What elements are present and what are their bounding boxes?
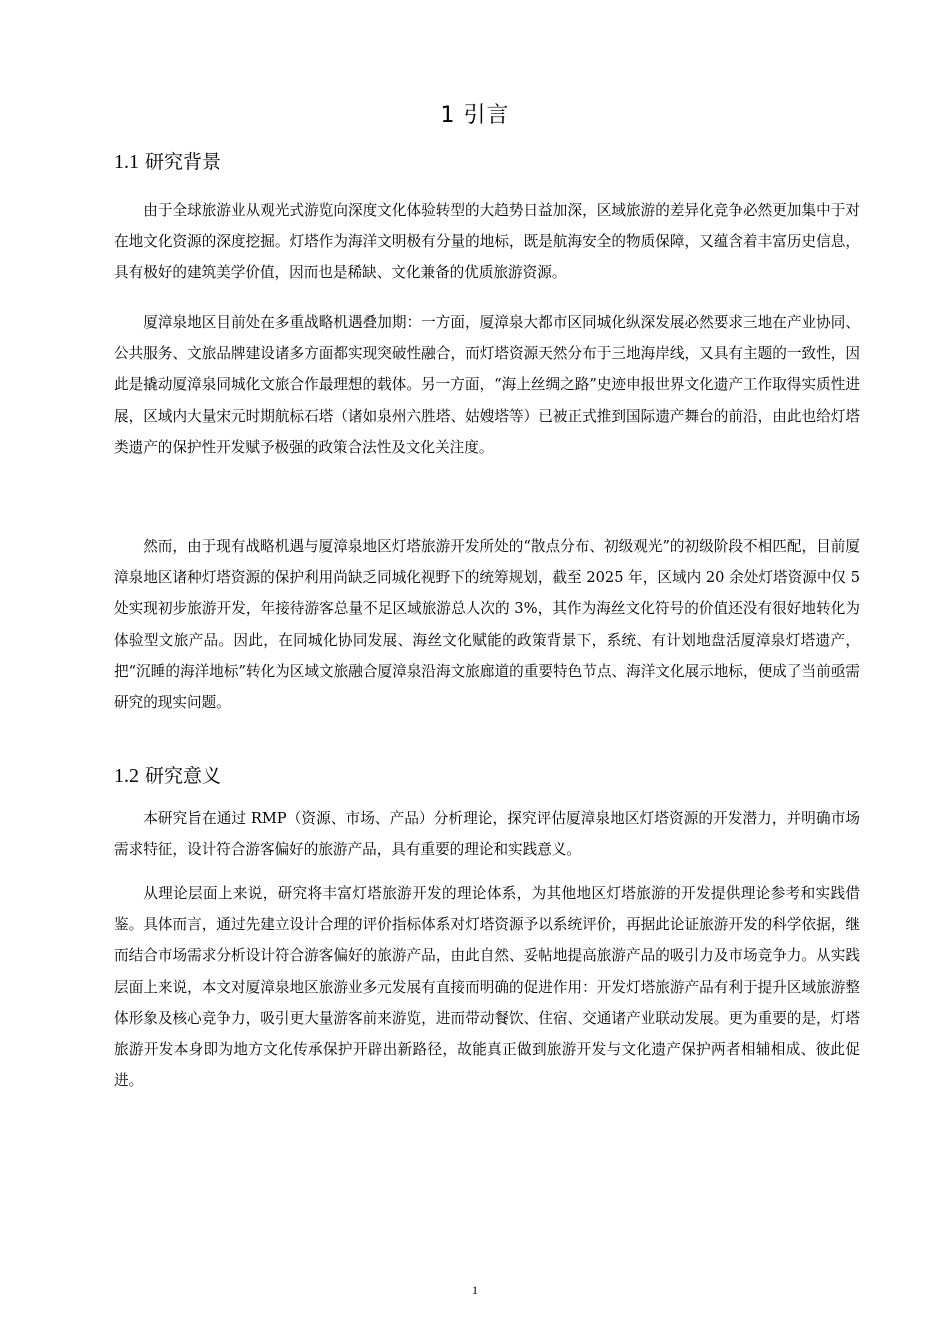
section-heading-1-2 <box>114 762 221 790</box>
section-title: 研究背景 <box>145 151 222 173</box>
section-number: 1.2 <box>114 765 139 787</box>
section-number: 1.1 <box>114 151 139 173</box>
paragraph: 从理论层面上来说，研究将丰富灯塔旅游开发的理论体系，为其他地区灯塔旅游的开发提供理论参考和实践借鉴。具体而言，通过先建立设计合理的评价指标体系对灯塔资源予以系统评价，再据此论证旅游开发的科学依据，继而结合市场需求分析设计符合游客偏好的旅游产品，由此自然、妥帖地提高旅游产品的吸引力及市场竞争力。从实践层面上来说，本文对厦漳泉地区旅游业多元发展有直接而明确的促进作用：开发灯塔旅游产品有利于提升区域旅游整体形象及核心竞争力，吸引更大量游客前来游览，进而带动餐饮、住宿、交通诸产业联动发展。更为重要的是，灯塔旅游开发本身即为地方文化传承保护开辟出新路径，故能真正做到旅游开发与文化遗产保护两者相辅相成、彼此促进。 <box>114 885 860 1090</box>
section-heading-1-1 <box>114 148 221 176</box>
section-title: 研究意义 <box>145 765 222 787</box>
paragraph: 本研究旨在通过 RMP（资源、市场、产品）分析理论，探究评估厦漳泉地区灯塔资源的开发潜力，并明确市场需求特征，设计符合游客偏好的旅游产品，具有重要的理论和实践意义。 <box>114 810 860 859</box>
chapter-title: 1 引言 <box>440 103 510 128</box>
paragraph: 厦漳泉地区目前处在多重战略机遇叠加期：一方面，厦漳泉大都市区同城化纵深发展必然要求三地在产业协同、公共服务、文旅品牌建设诸多方面都实现突破性融合，而灯塔资源天然分布于三地海岸线，又具有主题的一致性，因此是撬动厦漳泉同城化文旅合作最理想的载体。另一方面，“海上丝绸之路”史迹申报世界文化遗产工作取得实质性进展，区域内大量宋元时期航标石塔（诸如泉州六胜塔、姑嫂塔等）已被正式推到国际遗产舞台的前沿，由此也给灯塔类遗产的保护性开发赋予极强的政策合法性及文化关注度。 <box>114 314 860 456</box>
paragraph: 然而，由于现有战略机遇与厦漳泉地区灯塔旅游开发所处的“散点分布、初级观光”的初级阶段不相匹配，目前厦漳泉地区诸种灯塔资源的保护利用尚缺乏同城化视野下的统筹规划，截至 2025 年，区域内 20 余处灯塔资源中仅 5 处实现初步旅游开发，年接待游客总量不足区域旅游总人次的 3%，其作为海丝文化符号的价值还没有很好地转化为体验型文旅产品。因此，在同城化协同发展、海丝文化赋能的政策背景下，系统、有计划地盘活厦漳泉灯塔遗产，把“沉睡的海洋地标”转化为区域文旅融合厦漳泉沿海文旅廊道的重要特色节点、海洋文化展示地标，便成了当前亟需研究的现实问题。 <box>114 538 860 712</box>
page-number: 1 <box>472 1283 478 1297</box>
paragraph: 由于全球旅游业从观光式游览向深度文化体验转型的大趋势日益加深，区域旅游的差异化竞争必然更加集中于对在地文化资源的深度挖掘。灯塔作为海洋文明极有分量的地标，既是航海安全的物质保障，又蕴含着丰富历史信息，具有极好的建筑美学价值，因而也是稀缺、文化兼备的优质旅游资源。 <box>114 202 860 282</box>
